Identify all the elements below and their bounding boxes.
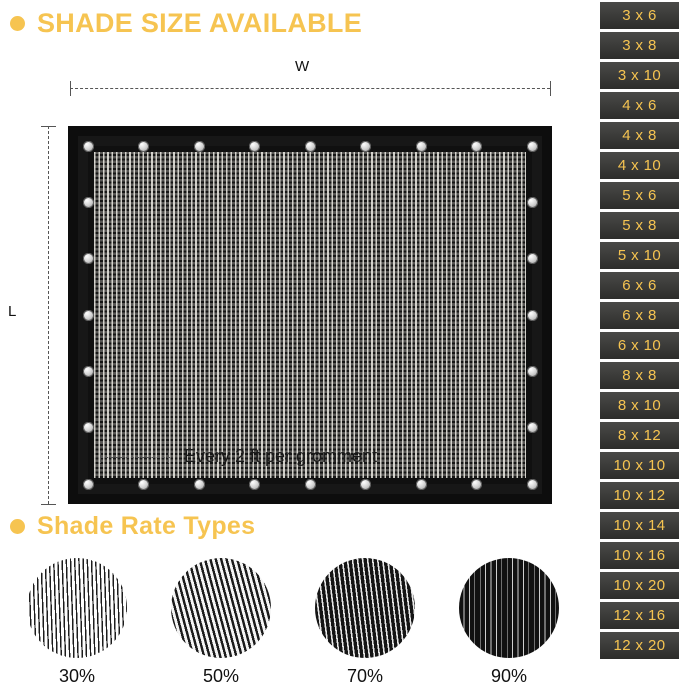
grommet-icon [83,253,94,264]
shade-cloth-mesh-texture [94,152,526,478]
width-tick-right [550,81,552,96]
size-chip: 8 x 10 [600,392,679,419]
bullet-dot-icon [10,16,25,31]
grommet-note-text: Every 2 ft per gromment [184,446,378,466]
grommet-icon [416,479,427,490]
shade-size-section-title [10,8,362,39]
size-chip: 12 x 16 [600,602,679,629]
size-chip: 10 x 14 [600,512,679,539]
shade-rate-section-title [10,512,255,541]
grommet-icon [360,141,371,152]
grommet-icon [305,479,316,490]
grommet-icon [83,197,94,208]
grommet-icon [249,479,260,490]
grommet-icon [527,141,538,152]
width-dimension-line [70,88,550,90]
size-chip: 10 x 16 [600,542,679,569]
size-chip: 8 x 8 [600,362,679,389]
grommet-icon [527,197,538,208]
shade-rate-item [162,558,280,687]
size-chip: 10 x 20 [600,572,679,599]
size-chip: 3 x 10 [600,62,679,89]
bullet-dot-icon [10,519,25,534]
size-chip: 6 x 8 [600,302,679,329]
grommet-icon [527,310,538,321]
shade-size-title-text: SHADE SIZE AVAILABLE [37,8,363,38]
shade-rate-item [450,558,568,687]
grommet-icon [471,141,482,152]
size-chip: 5 x 10 [600,242,679,269]
grommet-icon [527,366,538,377]
grommet-spacing-tick-right [168,451,170,463]
size-chip: 6 x 10 [600,332,679,359]
shade-rate-label: 30% [58,666,96,686]
grommet-icon [416,141,427,152]
length-dimension-label: L [8,303,17,320]
available-sizes-list [600,0,679,698]
grommet-icon [360,479,371,490]
size-chip: 3 x 6 [600,2,679,29]
mesh-50-icon [171,558,271,658]
grommet-spacing-note [100,446,377,467]
size-chip: 4 x 6 [600,92,679,119]
grommet-icon [194,141,205,152]
mesh-70-icon [315,558,415,658]
shade-rate-item [18,558,136,687]
shade-rate-label: 50% [202,666,240,686]
grommet-icon [249,141,260,152]
grommet-icon [138,141,149,152]
grommet-icon [527,479,538,490]
grommet-icon [305,141,316,152]
grommet-spacing-bracket [100,451,170,463]
size-chip: 5 x 8 [600,212,679,239]
grommet-icon [83,479,94,490]
mesh-90-icon [459,558,559,658]
grommet-icon [83,141,94,152]
grommet-icon [138,479,149,490]
grommet-icon [83,310,94,321]
size-chip: 10 x 12 [600,482,679,509]
shade-rate-item [306,558,424,687]
shade-rate-label: 90% [490,666,528,686]
width-dimension-label: W [295,58,310,75]
grommet-icon [527,422,538,433]
length-dimension-line [48,126,50,504]
grommet-icon [527,253,538,264]
size-chip: 4 x 8 [600,122,679,149]
size-chip: 8 x 12 [600,422,679,449]
grommet-icon [83,422,94,433]
size-chip: 3 x 8 [600,32,679,59]
mesh-30-icon [27,558,127,658]
shade-rate-list [18,558,578,687]
size-chip: 10 x 10 [600,452,679,479]
grommet-icon [471,479,482,490]
shade-dimensions-diagram [0,48,600,498]
size-chip: 12 x 20 [600,632,679,659]
size-chip: 6 x 6 [600,272,679,299]
length-tick-bottom [41,504,56,506]
shade-rate-label: 70% [346,666,384,686]
size-chip: 4 x 10 [600,152,679,179]
width-tick-left [70,81,72,96]
grommet-icon [194,479,205,490]
grommet-icon [83,366,94,377]
size-chip: 5 x 6 [600,182,679,209]
grommet-spacing-bar [100,457,170,458]
shade-rate-title-text: Shade Rate Types [37,512,256,540]
length-tick-top [41,126,56,128]
